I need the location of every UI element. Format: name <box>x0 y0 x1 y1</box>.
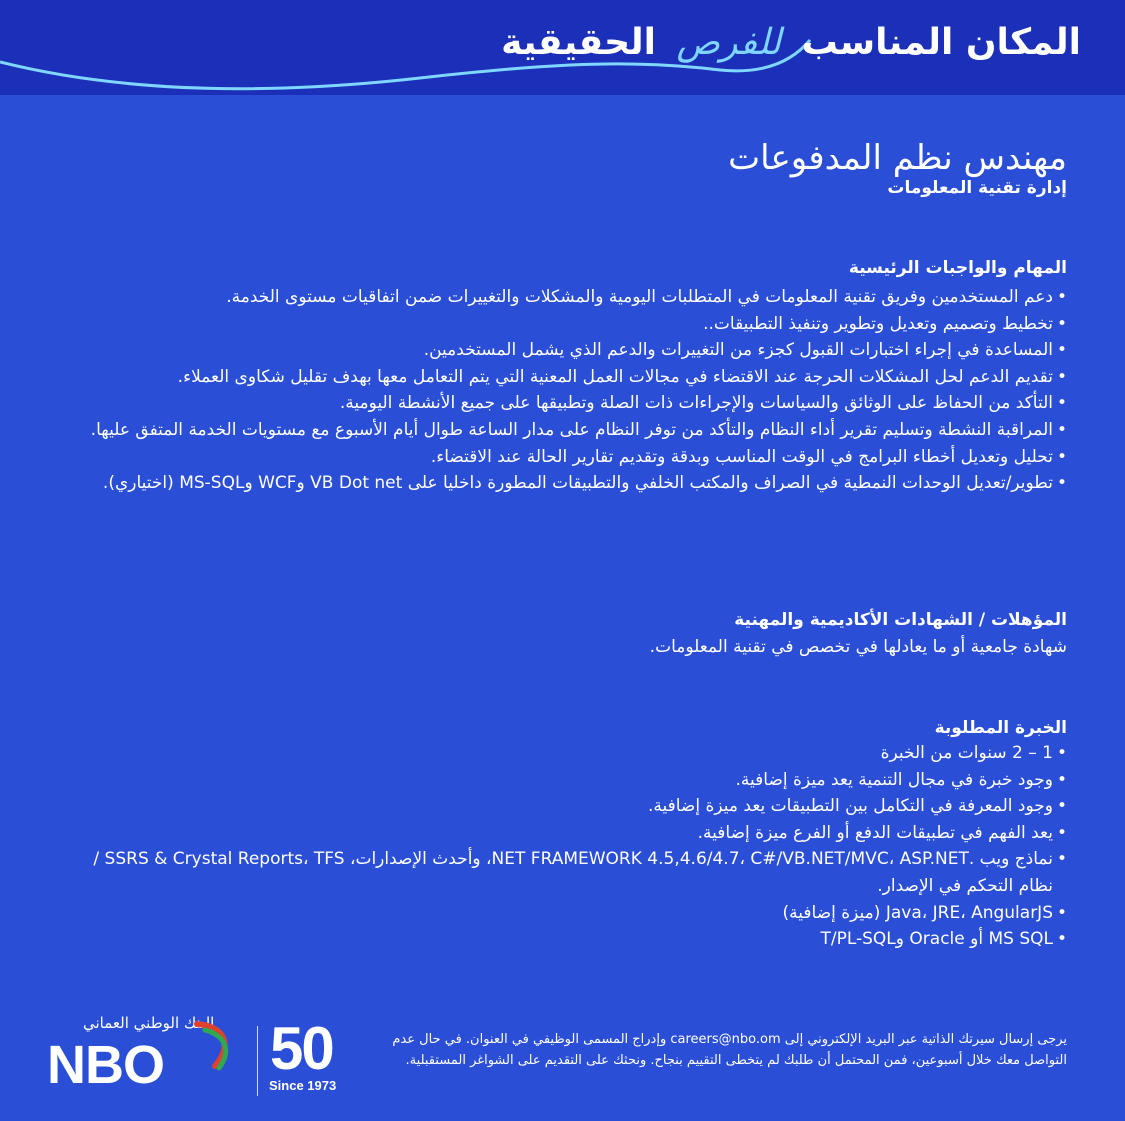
list-item: • يعد الفهم في تطبيقات الدفع أو الفرع ميزة إضافية. <box>57 820 1067 847</box>
list-item: • وجود المعرفة في التكامل بين التطبيقات يعد ميزة إضافية. <box>57 793 1067 820</box>
list-item: • تخطيط وتصميم وتعديل وتطوير وتنفيذ التطبيقات.. <box>57 311 1067 338</box>
duties-list <box>57 284 1067 497</box>
list-item: • دعم المستخدمين وفريق تقنية المعلومات في المتطلبات اليومية والمشكلات والتغييرات ضمن اتفاقيات مستوى الخدمة. <box>57 284 1067 311</box>
application-instructions: يرجى إرسال سيرتك الذاتية عبر البريد الإلكتروني إلى careers@nbo.om وإدراج المسمى الوظيفي في العنوان. في حال عدم التواصل معك خلال أسبوعين، فمن المحتمل أن طلبك لم يتخطى التقييم بنجاح. ونحثك على التقديم على الشواغر المستقبلية. <box>392 1032 1067 1068</box>
qualifications-text: شهادة جامعية أو ما يعادلها في تخصص في تقنية المعلومات. <box>649 637 1067 657</box>
bank-name: البنك الوطني العماني <box>83 1014 215 1032</box>
tagline-prefix: المكان المناسب <box>801 22 1081 63</box>
list-item: • Java، JRE، AngularJS (ميزة إضافية) <box>57 900 1067 927</box>
tagline <box>501 22 1081 63</box>
nbo-logo <box>45 1012 365 1102</box>
duties-heading: المهام والواجبات الرئيسية <box>848 258 1067 278</box>
list-item: • المراقبة النشطة وتسليم تقرير أداء النظام والتأكد من توفر النظام على مدار الساعة طوال أيام الأسبوع مع مستويات الخدمة المتفق عليها. <box>57 417 1067 444</box>
list-item: • نماذج ويب .NET FRAMEWORK 4.5,4.6/4.7، C#/VB.NET/MVC، ASP.NET، وأحدث الإصدارات، SSRS & Crystal Reports، TFS / نظام التحكم في الإصدار. <box>57 846 1067 899</box>
list-item: • 1 – 2 سنوات من الخبرة <box>57 740 1067 767</box>
nbo-wordmark: NBO <box>47 1035 164 1095</box>
department-name: إدارة تقنية المعلومات <box>887 178 1067 198</box>
list-item: • MS SQL أو Oracle وT/PL-SQL <box>57 926 1067 953</box>
qualifications-heading: المؤهلات / الشهادات الأكاديمية والمهنية <box>734 610 1067 630</box>
tagline-accent: للفرص <box>676 22 782 63</box>
list-item: • وجود خبرة في مجال التنمية يعد ميزة إضافية. <box>57 767 1067 794</box>
experience-heading: الخبرة المطلوبة <box>934 718 1067 738</box>
list-item: • تطوير/تعديل الوحدات النمطية في الصراف والمكتب الخلفي والتطبيقات المطورة داخليا على VB Dot net وWCF وMS-SQL (اختياري). <box>57 470 1067 497</box>
logo-divider <box>257 1026 258 1096</box>
job-title: مهندس نظم المدفوعات <box>728 138 1067 178</box>
list-item: • تقديم الدعم لحل المشكلات الحرجة عند الاقتضاء في مجالات العمل المعنية التي يتم التعامل معها بهدف تقليل شكاوى العملاء. <box>57 364 1067 391</box>
anniversary-number: 50 <box>270 1015 333 1082</box>
list-item: • تحليل وتعديل أخطاء البرامج في الوقت المناسب وبدقة وتقديم تقارير الحالة عند الاقتضاء. <box>57 444 1067 471</box>
list-item: • المساعدة في إجراء اختبارات القبول كجزء من التغييرات والدعم الذي يشمل المستخدمين. <box>57 337 1067 364</box>
experience-list <box>57 740 1067 953</box>
nbo-swirl-icon <box>185 1016 255 1076</box>
since-year: Since 1973 <box>269 1078 337 1093</box>
list-item: • التأكد من الحفاظ على الوثائق والسياسات والإجراءات ذات الصلة وتطبيقها على جميع الأنشطة اليومية. <box>57 390 1067 417</box>
tagline-suffix: الحقيقية <box>501 22 656 63</box>
header-banner <box>0 0 1125 95</box>
